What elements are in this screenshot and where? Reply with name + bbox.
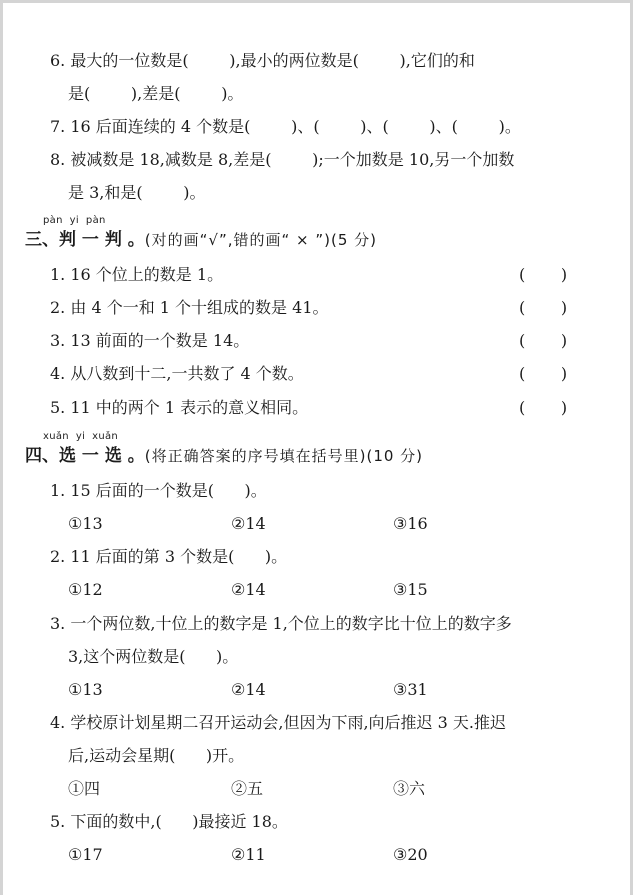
choice-2-option-3[interactable]: ③15 — [393, 580, 428, 599]
choice-3-option-2[interactable]: ②14 — [231, 680, 266, 699]
judge-item-1: 1. 16 个位上的数是 1。 — [50, 265, 224, 284]
judge-item-2: 2. 由 4 个一和 1 个十组成的数是 41。 — [50, 298, 329, 317]
choice-2-option-1[interactable]: ①12 — [68, 580, 103, 599]
choice-question-3-line-1: 3. 一个两位数,十位上的数字是 1,个位上的数字比十位上的数字多 — [50, 614, 512, 633]
section-4-instruction: (将正确答案的序号填在括号里)(10 分) — [144, 447, 424, 465]
choice-3-option-3[interactable]: ③31 — [393, 680, 428, 699]
question-8-line-1: 8. 被减数是 18,减数是 8,差是( );一个加数是 10,另一个加数 — [50, 150, 515, 169]
choice-1-option-3[interactable]: ③16 — [393, 514, 428, 533]
judge-answer-box-1[interactable]: ( ) — [519, 265, 568, 284]
judge-item-5: 5. 11 中的两个 1 表示的意义相同。 — [50, 398, 309, 417]
choice-question-1: 1. 15 后面的一个数是( )。 — [50, 481, 267, 500]
choice-5-option-2[interactable]: ②11 — [231, 845, 266, 864]
choice-question-4-line-1: 4. 学校原计划星期二召开运动会,但因为下雨,向后推迟 3 天.推迟 — [50, 713, 506, 732]
section-4-heading — [25, 445, 423, 467]
judge-item-3: 3. 13 前面的一个数是 14。 — [50, 331, 250, 350]
judge-answer-box-4[interactable]: ( ) — [519, 364, 568, 383]
choice-question-5: 5. 下面的数中,( )最接近 18。 — [50, 812, 288, 831]
choice-4-option-3[interactable]: ③六 — [393, 779, 426, 798]
choice-4-option-1[interactable]: ①四 — [68, 779, 101, 798]
judge-item-4: 4. 从八数到十二,一共数了 4 个数。 — [50, 364, 304, 383]
section-3-heading — [25, 229, 377, 251]
judge-answer-box-2[interactable]: ( ) — [519, 298, 568, 317]
question-6-line-1: 6. 最大的一位数是( ),最小的两位数是( ),它们的和 — [50, 51, 475, 70]
question-6-line-2: 是( ),差是( )。 — [68, 84, 244, 103]
choice-question-4-line-2: 后,运动会星期( )开。 — [68, 746, 245, 765]
section-3-pinyin: pàn yi pàn — [43, 215, 106, 226]
choice-2-option-2[interactable]: ②14 — [231, 580, 266, 599]
choice-1-option-1[interactable]: ①13 — [68, 514, 103, 533]
section-4-pinyin: xuǎn yi xuǎn — [43, 431, 119, 442]
section-3-instruction: (对的画“√”,错的画“ × ”)(5 分) — [144, 231, 378, 249]
choice-1-option-2[interactable]: ②14 — [231, 514, 266, 533]
section-4-title: 四、选 一 选 。 — [25, 446, 145, 466]
question-8-line-2: 是 3,和是( )。 — [68, 183, 206, 202]
judge-answer-box-5[interactable]: ( ) — [519, 398, 568, 417]
choice-question-3-line-2: 3,这个两位数是( )。 — [68, 647, 239, 666]
choice-3-option-1[interactable]: ①13 — [68, 680, 103, 699]
section-3-title: 三、判 一 判 。 — [25, 230, 145, 250]
choice-5-option-1[interactable]: ①17 — [68, 845, 103, 864]
question-7: 7. 16 后面连续的 4 个数是( )、( )、( )、( )。 — [50, 117, 521, 136]
worksheet-page — [3, 3, 630, 895]
choice-4-option-2[interactable]: ②五 — [231, 779, 264, 798]
choice-5-option-3[interactable]: ③20 — [393, 845, 428, 864]
choice-question-2: 2. 11 后面的第 3 个数是( )。 — [50, 547, 288, 566]
judge-answer-box-3[interactable]: ( ) — [519, 331, 568, 350]
